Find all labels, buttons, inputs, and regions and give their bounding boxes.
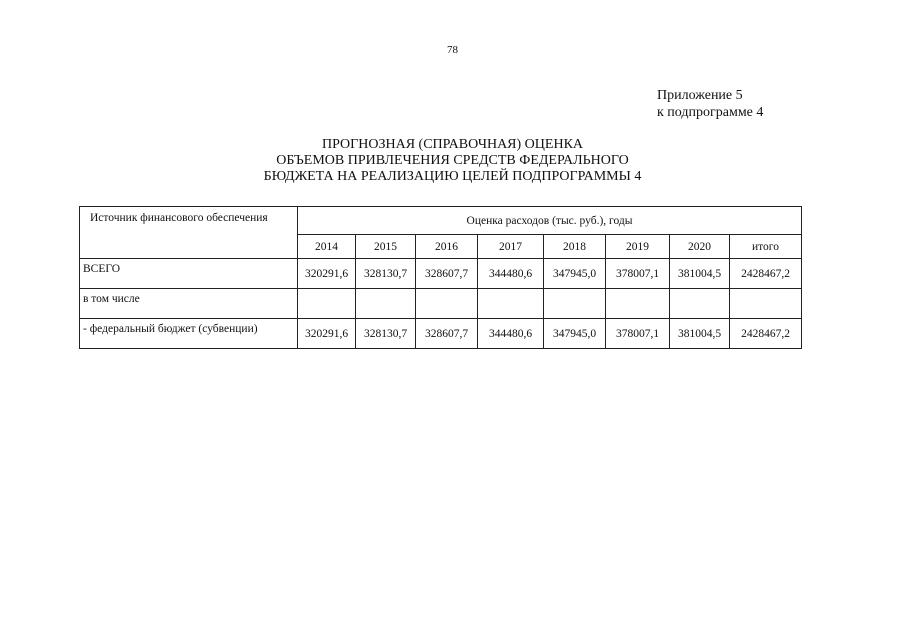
- table-row: [80, 289, 802, 319]
- row-label: - федеральный бюджет (субвенции): [80, 319, 298, 349]
- value-cell: 328607,7: [416, 319, 478, 349]
- document-title: [0, 137, 905, 185]
- value-cell: 344480,6: [478, 259, 544, 289]
- table-row: [80, 319, 802, 349]
- value-cell: 381004,5: [670, 319, 730, 349]
- title-line-1: ПРОГНОЗНАЯ (СПРАВОЧНАЯ) ОЦЕНКА: [321, 137, 584, 152]
- year-column-header: 2016: [416, 235, 478, 259]
- value-cell: [730, 289, 802, 319]
- source-column-header: Источник финансового обеспечения: [80, 207, 298, 259]
- value-cell: 378007,1: [606, 259, 670, 289]
- table-body: [80, 259, 802, 349]
- title-line-3: БЮДЖЕТА НА РЕАЛИЗАЦИЮ ЦЕЛЕЙ ПОДПРОГРАММЫ 4: [263, 169, 642, 184]
- expenses-group-header: Оценка расходов (тыс. руб.), годы: [298, 207, 802, 235]
- appendix-line-1: Приложение 5: [657, 88, 743, 103]
- year-column-header: 2020: [670, 235, 730, 259]
- value-cell: [544, 289, 606, 319]
- value-cell: 328130,7: [356, 319, 416, 349]
- value-cell: [416, 289, 478, 319]
- title-line-2: ОБЪЕМОВ ПРИВЛЕЧЕНИЯ СРЕДСТВ ФЕДЕРАЛЬНОГО: [276, 153, 629, 168]
- table-header-row: [80, 207, 802, 235]
- row-label: в том числе: [80, 289, 298, 319]
- value-cell: 2428467,2: [730, 319, 802, 349]
- value-cell: 328130,7: [356, 259, 416, 289]
- year-column-header: 2019: [606, 235, 670, 259]
- appendix-reference: [657, 87, 763, 121]
- value-cell: [670, 289, 730, 319]
- year-column-header: итого: [730, 235, 802, 259]
- value-cell: [356, 289, 416, 319]
- year-column-header: 2015: [356, 235, 416, 259]
- year-column-header: 2017: [478, 235, 544, 259]
- table-row: [80, 259, 802, 289]
- value-cell: [298, 289, 356, 319]
- value-cell: 381004,5: [670, 259, 730, 289]
- value-cell: 2428467,2: [730, 259, 802, 289]
- row-label: ВСЕГО: [80, 259, 298, 289]
- value-cell: 347945,0: [544, 319, 606, 349]
- value-cell: 328607,7: [416, 259, 478, 289]
- value-cell: 347945,0: [544, 259, 606, 289]
- page-number: 78: [447, 44, 458, 56]
- value-cell: [478, 289, 544, 319]
- value-cell: 344480,6: [478, 319, 544, 349]
- value-cell: 320291,6: [298, 259, 356, 289]
- appendix-line-2: к подпрограмме 4: [657, 105, 764, 120]
- value-cell: [606, 289, 670, 319]
- year-column-header: 2014: [298, 235, 356, 259]
- year-column-header: 2018: [544, 235, 606, 259]
- value-cell: 320291,6: [298, 319, 356, 349]
- value-cell: 378007,1: [606, 319, 670, 349]
- budget-table: [79, 206, 802, 349]
